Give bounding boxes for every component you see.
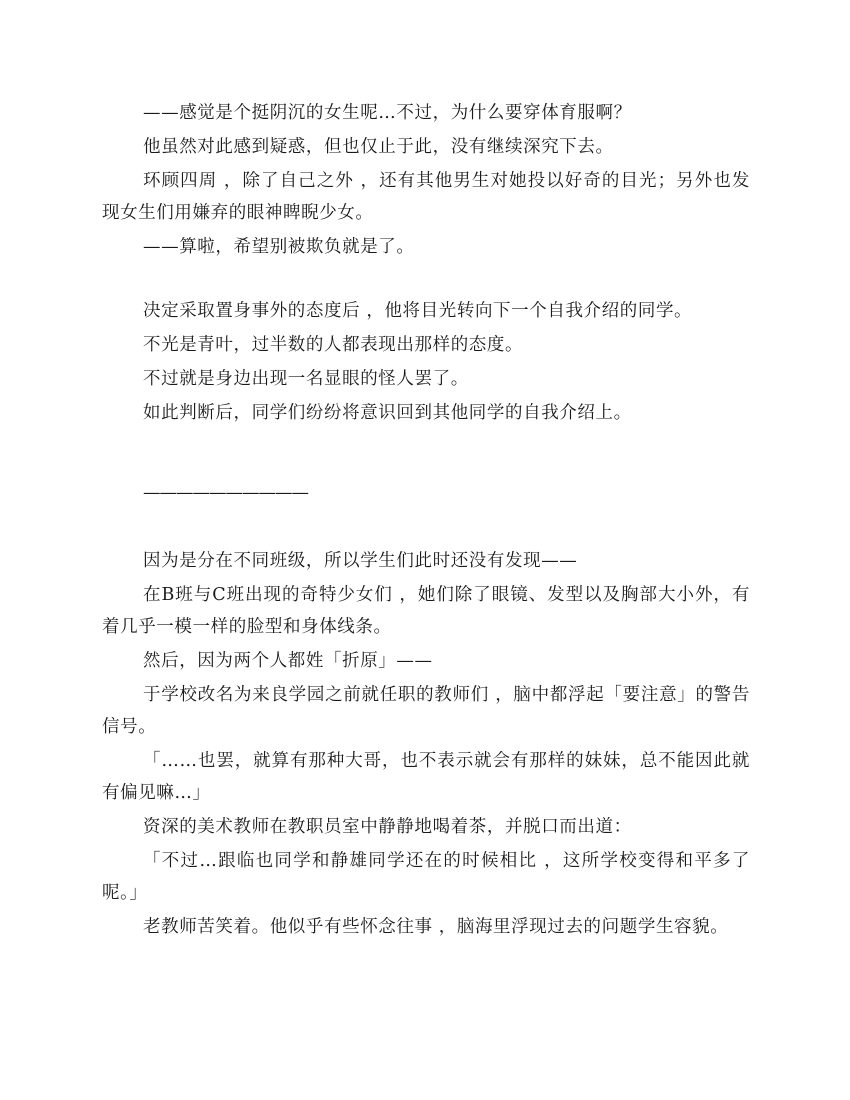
- paragraph: 「不过…跟临也同学和静雄同学还在的时候相比 ，这所学校变得和平多了呢。」: [102, 851, 750, 903]
- paragraph: 环顾四周 ，除了自己之外 ，还有其他男生对她投以好奇的目光；另外也发现女生们用嫌弃的眼神睥睨少女。: [102, 171, 750, 223]
- section-spacer: [102, 431, 750, 477]
- paragraph: 不过就是身边出现一名显眼的怪人罢了。: [143, 369, 469, 389]
- paragraph: ——算啦，希望别被欺负就是了。: [143, 237, 415, 257]
- paragraph: 老教师苦笑着。他似乎有些怀念往事 ，脑海里浮现过去的问题学生容貌。: [143, 917, 729, 937]
- paragraph: 在B班与C班出现的奇特少女们 ，她们除了眼镜、发型以及胸部大小外，有着几乎一模一样的脸型和身体线条。: [102, 585, 750, 637]
- paragraph: 不光是青叶，过半数的人都表现出那样的态度。: [143, 335, 524, 355]
- section-spacer: [102, 509, 750, 545]
- document-page: [102, 97, 750, 945]
- section-spacer: [102, 265, 750, 295]
- paragraph: 因为是分在不同班级，所以学生们此时还没有发现——: [143, 551, 578, 571]
- paragraph: 「……也罢，就算有那种大哥，也不表示就会有那样的妹妹，总不能因此就有偏见嘛…」: [102, 751, 750, 803]
- paragraph: 然后，因为两个人都姓「折原」——: [143, 651, 433, 671]
- paragraph: 于学校改名为来良学园之前就任职的教师们 ，脑中都浮起「要注意」的警告信号。: [102, 685, 750, 737]
- paragraph: 资深的美术教师在教职员室中静静地喝着茶，并脱口而出道：: [143, 817, 632, 837]
- paragraph: 决定采取置身事外的态度后 ，他将目光转向下一个自我介绍的同学。: [143, 301, 693, 321]
- paragraph: 他虽然对此感到疑惑，但也仅止于此，没有继续深究下去。: [143, 137, 614, 157]
- paragraph: 如此判断后，同学们纷纷将意识回到其他同学的自我介绍上。: [143, 403, 632, 423]
- section-divider: ——————————: [143, 483, 308, 503]
- paragraph: ——感觉是个挺阴沉的女生呢…不过，为什么要穿体育服啊？: [143, 103, 632, 123]
